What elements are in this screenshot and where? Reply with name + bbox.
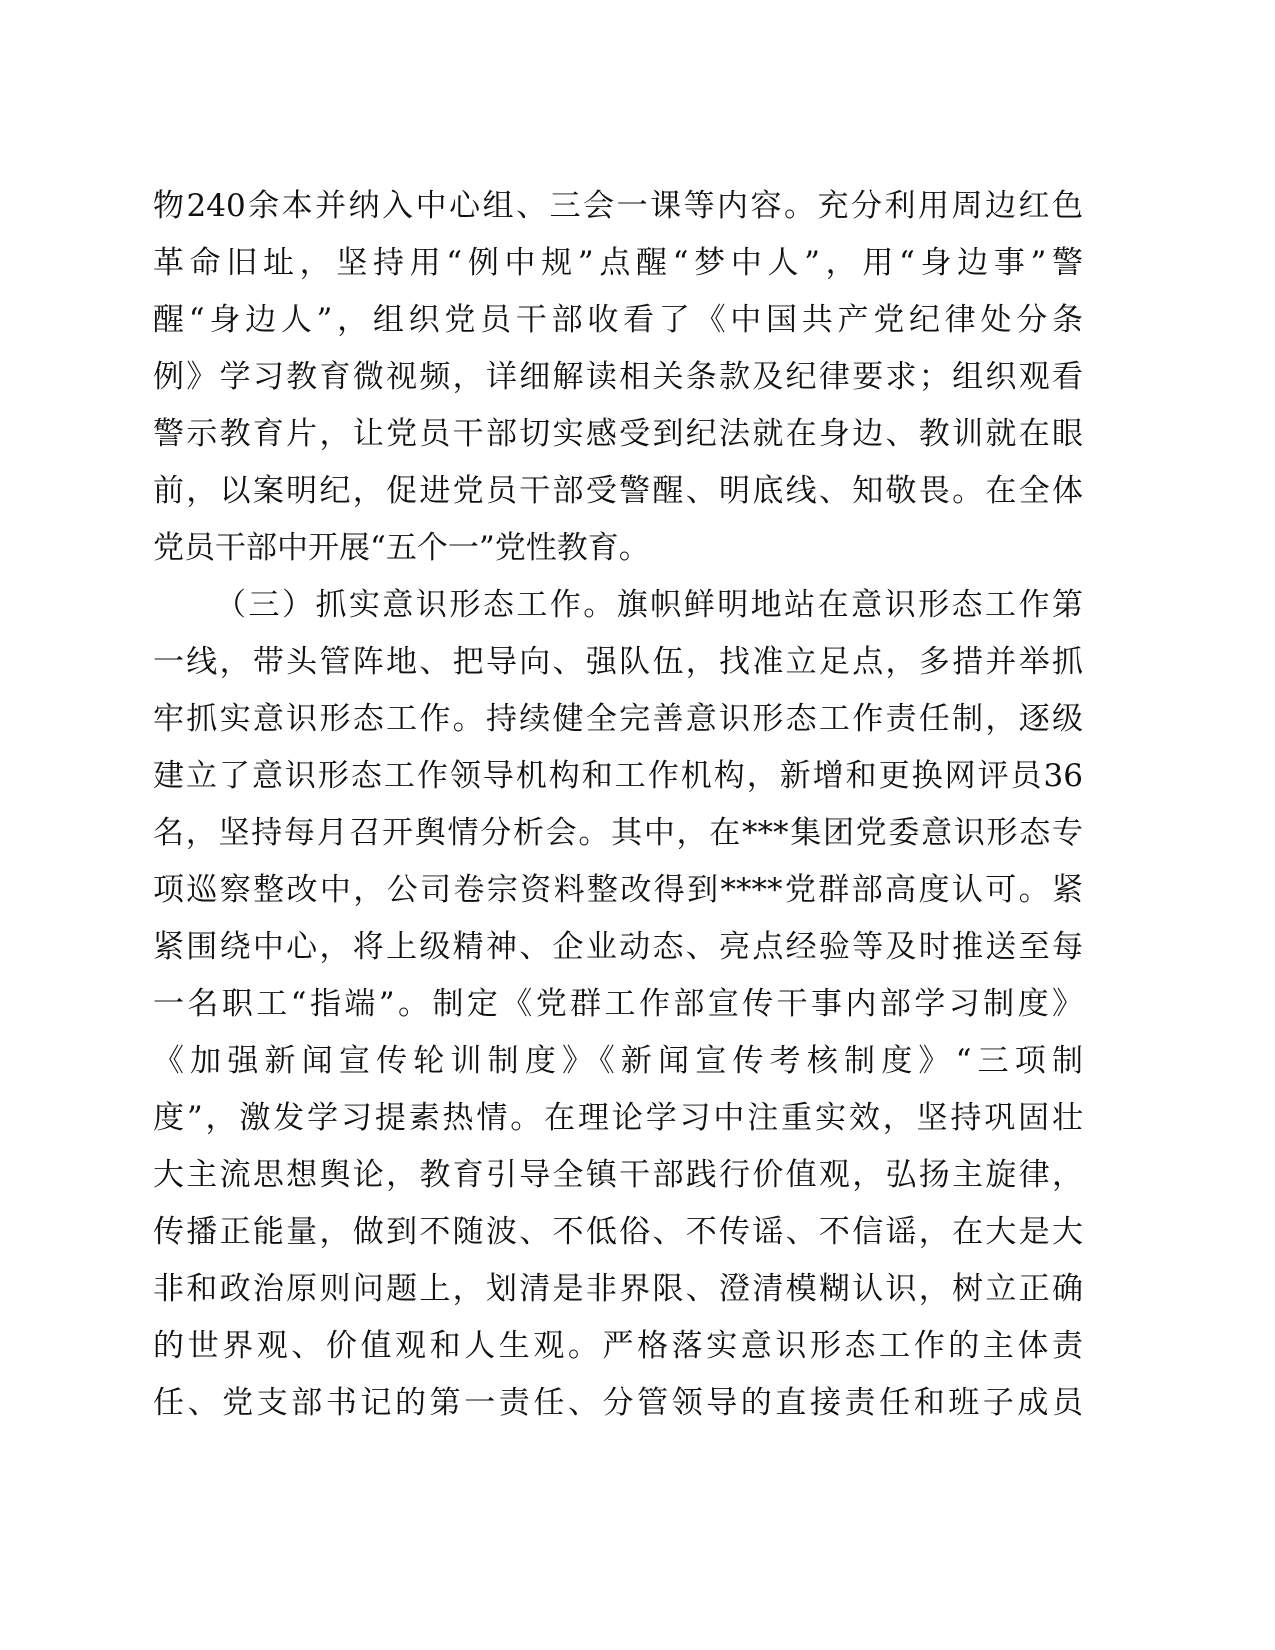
paragraph-end-line: 党员干部中开展“五个一”党性教育。 xyxy=(153,530,650,566)
text-line: 传播正能量，做到不随波、不低俗、不传谣、不信谣，在大是大 xyxy=(153,1214,1083,1250)
text-line: 警示教育片，让党员干部切实感受到纪法就在身边、教训就在眼 xyxy=(153,416,1083,452)
text-line: 例》学习教育微视频，详细解读相关条款及纪律要求；组织观看 xyxy=(153,359,1083,395)
text-line: 任、党支部书记的第一责任、分管领导的直接责任和班子成员 xyxy=(153,1385,1083,1421)
text-line: 革命旧址，坚持用“例中规”点醒“梦中人”，用“身边事”警 xyxy=(153,245,1083,281)
text-line: 的世界观、价值观和人生观。严格落实意识形态工作的主体责 xyxy=(153,1328,1083,1364)
text-line: 醒“身边人”，组织党员干部收看了《中国共产党纪律处分条 xyxy=(153,302,1083,338)
document-body xyxy=(153,178,1083,1432)
text-line: 非和政治原则问题上，划清是非界限、澄清模糊认识，树立正确 xyxy=(153,1271,1083,1307)
text-line: 名，坚持每月召开舆情分析会。其中，在***集团党委意识形态专 xyxy=(153,815,1083,851)
section-heading-line: （三）抓实意识形态工作。旗帜鲜明地站在意识形态工作第 xyxy=(215,587,1083,623)
text-line: 牢抓实意识形态工作。持续健全完善意识形态工作责任制，逐级 xyxy=(153,701,1083,737)
text-line: 前，以案明纪，促进党员干部受警醒、明底线、知敬畏。在全体 xyxy=(153,473,1083,509)
text-line: 一名职工“指端”。制定《党群工作部宣传干事内部学习制度》 xyxy=(153,986,1083,1022)
text-line: 项巡察整改中，公司卷宗资料整改得到****党群部高度认可。紧 xyxy=(153,872,1083,908)
text-line: 大主流思想舆论，教育引导全镇干部践行价值观，弘扬主旋律， xyxy=(153,1157,1083,1193)
text-line: 建立了意识形态工作领导机构和工作机构，新增和更换网评员36 xyxy=(153,758,1083,794)
text-line: 度”，激发学习提素热情。在理论学习中注重实效，坚持巩固壮 xyxy=(153,1100,1083,1136)
text-line: 紧围绕中心，将上级精神、企业动态、亮点经验等及时推送至每 xyxy=(153,929,1083,965)
text-line: 《加强新闻宣传轮训制度》《新闻宣传考核制度》“三项制 xyxy=(153,1043,1083,1079)
text-line: 一线，带头管阵地、把导向、强队伍，找准立足点，多措并举抓 xyxy=(153,644,1083,680)
text-line: 物240余本并纳入中心组、三会一课等内容。充分利用周边红色 xyxy=(153,188,1083,224)
